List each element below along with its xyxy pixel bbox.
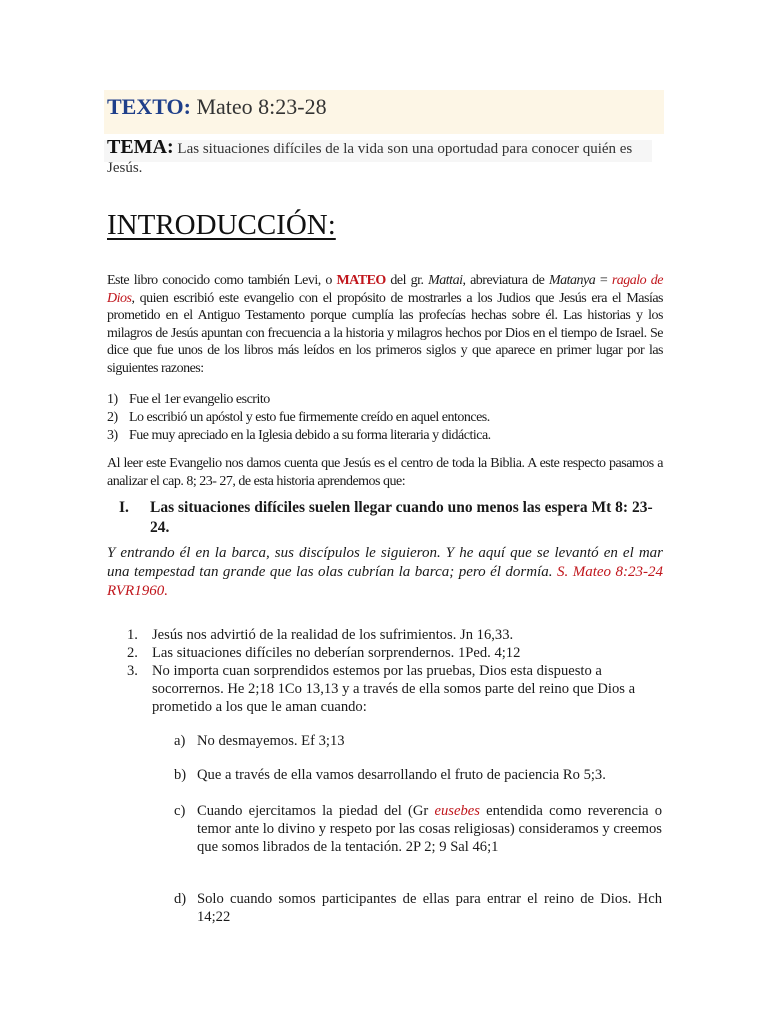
list-number: 2)	[107, 410, 118, 425]
list-item	[107, 409, 663, 427]
section-title: Las situaciones difíciles suelen llegar cuando uno menos las espera Mt 8: 23-24.	[150, 499, 653, 536]
list-text: Fue el 1er evangelio escrito	[129, 392, 270, 407]
analysis-paragraph: Al leer este Evangelio nos damos cuenta que Jesús es el centro de toda la Biblia. A este respecto pasamos a analizar el cap. 8; 23- 27, de esta historia aprendemos que:	[107, 456, 663, 489]
mattai-term: Mattai	[428, 273, 463, 288]
subpoint-text: No desmayemos. Ef 3;13	[197, 733, 345, 749]
subpoint-letter: c)	[174, 803, 186, 819]
list-item	[127, 644, 664, 662]
list-item	[127, 662, 664, 716]
regalo-term: ragalo de Dios	[107, 273, 663, 306]
subpoint-letter: a)	[174, 733, 186, 749]
subpoint-text: Solo cuando somos participantes de ellas para entrar el reino de Dios. Hch 14;22	[197, 891, 662, 925]
intro-text: =	[595, 273, 612, 288]
subpoint-text-part: entendida como reverencia o temor ante lo divino y respeto por las cosas religiosas) consideramos y creemos que somos librados de la tentación. 2P 2; 9 Sal 46;1	[197, 803, 662, 855]
reasons-list	[107, 391, 663, 445]
subpoint-text	[197, 802, 662, 856]
points-list	[127, 626, 664, 716]
subpoint-letter: d)	[174, 891, 187, 907]
texto-line	[107, 92, 327, 122]
mateo-highlight: MATEO	[336, 273, 386, 288]
tema-text: Las situaciones difíciles de la vida son una oportudad para conocer quién es Jesús.	[107, 141, 633, 176]
intro-text: del gr.	[385, 273, 429, 288]
intro-paragraph	[107, 272, 663, 378]
subpoint-a	[174, 732, 662, 750]
verse-reference: S. Mateo 8:23-24 RVR1960.	[107, 564, 664, 599]
subpoint-text-part: Cuando ejercitamos la piedad del (Gr	[197, 803, 435, 819]
list-item	[107, 427, 663, 445]
list-number: 2.	[127, 645, 138, 661]
subpoint-c	[174, 802, 662, 856]
list-number: 1)	[107, 392, 118, 407]
tema-label: TEMA:	[107, 136, 174, 158]
list-item	[127, 626, 664, 644]
list-number: 3.	[127, 663, 138, 679]
matanya-term: Matanya	[548, 273, 596, 288]
intro-text: Este libro conocido como también Levi, o	[107, 273, 337, 288]
intro-text: , abreviatura de	[462, 273, 549, 288]
greek-term: eusebes	[434, 803, 480, 819]
subpoint-letter: b)	[174, 767, 187, 783]
intro-heading: INTRODUCCIÓN:	[107, 209, 336, 241]
subpoint-d	[174, 890, 662, 926]
intro-text: , quien escribió este evangelio con el propósito de mostrarles a los Judios que Jesús era el Masías prometido en el Antiguo Testamento porque cumplía las profecías hechas sobre él. Las historias y los milagros de Jesús apuntan con frecuencia a la historia y milagros hechos por Dios en el tiempo de Israel. Se dice que fue unos de los libros más leídos en los primeros siglos y que aparece en primer lugar por las siguientes razones:	[107, 290, 663, 376]
texto-value: Mateo 8:23-28	[196, 94, 327, 119]
list-text: Las situaciones difíciles no deberían sorprendernos. 1Ped. 4;12	[152, 645, 521, 661]
list-text: Lo escribió un apóstol y esto fue firmemente creído en aquel entonces.	[129, 410, 490, 425]
subpoint-b	[174, 766, 662, 784]
verse-text: Y entrando él en la barca, sus discípulos le siguieron. Y he aquí que se levantó en el mar una tempestad tan grande que las olas cubrían la barca; pero él dormía.	[107, 545, 663, 580]
texto-label: TEXTO:	[107, 94, 191, 119]
list-text: Fue muy apreciado en la Iglesia debido a su forma literaria y didáctica.	[129, 428, 491, 443]
subpoint-text: Que a través de ella vamos desarrollando el fruto de paciencia Ro 5;3.	[197, 767, 606, 783]
verse-quote	[107, 544, 663, 601]
list-text: No importa cuan sorprendidos estemos por las pruebas, Dios esta dispuesto a socorrernos. He 2;18 1Co 13,13 y a través de ella somos parte del reino que Dios a prometido a los que le aman cuando:	[152, 663, 636, 715]
list-number: 3)	[107, 428, 118, 443]
tema-block	[107, 138, 667, 178]
list-number: 1.	[127, 627, 138, 643]
list-text: Jesús nos advirtió de la realidad de los sufrimientos. Jn 16,33.	[152, 627, 514, 643]
roman-numeral: I.	[119, 499, 129, 516]
list-item	[107, 391, 663, 409]
